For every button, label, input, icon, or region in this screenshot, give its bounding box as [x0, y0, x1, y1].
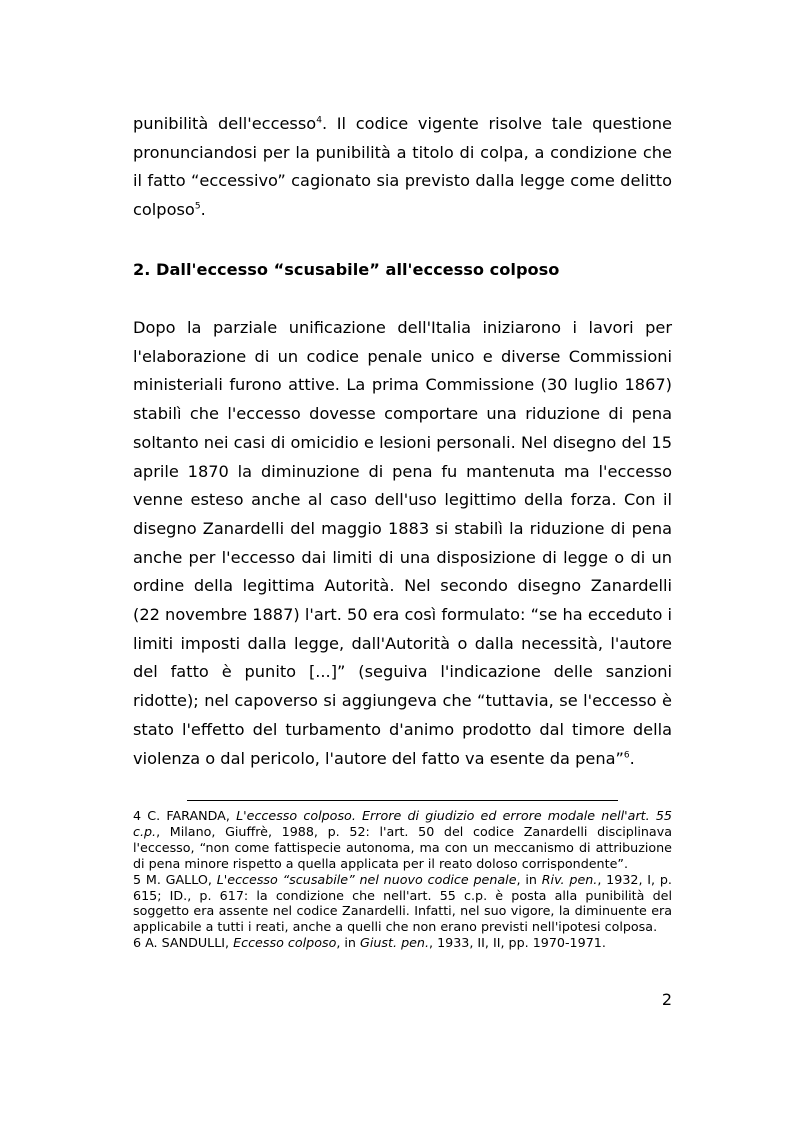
footnote-5 [133, 872, 672, 936]
footnote-title: L'eccesso colposo. Errore di giudizio ed errore modale nell'art. 55 c.p. [133, 808, 672, 839]
footnote-rest: , 1932, I, p. 615; ID., p. 617: la condizione che nell'art. 55 c.p. è posta alla punibilità del soggetto era assente nel codice Zanardelli. Infatti, nel suo vigore, la diminuente era applicabile a tutti i reati, anche a quelli che non erano previsti nell'ipotesi colposa. [133, 871, 672, 935]
p1-text-c: . [200, 200, 206, 220]
footnote-title: L'eccesso “scusabile” nel nuovo codice penale [216, 871, 517, 887]
footnote-lead: 5 M. GALLO, [133, 871, 217, 887]
footnote-lead: 4 C. FARANDA, [133, 808, 237, 823]
footnote-mid: , in [336, 935, 361, 951]
footnotes [133, 808, 672, 951]
body-paragraph-1 [133, 110, 672, 225]
footnote-lead: 6 A. SANDULLI, [133, 935, 234, 951]
footnote-separator [187, 800, 618, 801]
footnote-ref-4[interactable]: 4 [316, 115, 322, 126]
footnote-ref-5[interactable]: 5 [194, 201, 201, 212]
p2-text-b: . [629, 748, 635, 768]
footnote-4 [133, 808, 672, 872]
p2-text-a: Dopo la parziale unificazione dell'Italia iniziarono i lavori per l'elaborazione di un codice penale unico e diverse Commissioni ministeriali furono attive. La prima Commissione (30 luglio 1867) stabilì che l'eccesso dovesse comportare una riduzione di pena soltanto nei casi di omicidio e lesioni personali. Nel disegno del 15 aprile 1870 la diminuzione di pena fu mantenuta ma l'eccesso venne esteso anche al caso dell'uso legittimo della forza. Con il disegno Zanardelli del maggio 1883 si stabilì la riduzione di pena anche per l'eccesso dai limiti di una disposizione di legge o di un ordine della legittima Autorità. Nel secondo disegno Zanardelli (22 novembre 1887) l'art. 50 era così formulato: “se ha ecceduto i limiti imposti dalla legge, dall'Autorità o dalla necessità, l'autore del fatto è punito [...]” (seguiva l'indicazione delle sanzioni ridotte); nel capoverso si aggiungeva che “tuttavia, se l'eccesso è stato l'effetto del turbamento d'animo prodotto dal timore della violenza o dal pericolo, l'autore del fatto va esente da pena” [133, 318, 672, 768]
body-paragraph-2 [133, 314, 672, 773]
footnote-journal: Riv. pen. [541, 871, 598, 887]
section-heading: 2. Dall'eccesso “scusabile” all'eccesso colposo [133, 260, 560, 279]
footnote-6 [133, 935, 672, 951]
footnote-ref-6[interactable]: 6 [623, 750, 630, 761]
footnote-mid: , in [516, 871, 542, 887]
footnote-journal: Giust. pen. [360, 935, 429, 951]
footnote-title: Eccesso colposo [233, 935, 337, 951]
p1-text-b: . Il codice vigente risolve tale questione pronunciandosi per la punibilità a titolo di colpa, a condizione che il fatto “eccessivo” cagionato sia previsto dalla legge come delitto colposo [133, 114, 673, 220]
footnote-rest: , Milano, Giuffrè, 1988, p. 52: l'art. 50 del codice Zanardelli disciplinava l'eccesso, “non come fattispecie autonoma, ma con un meccanismo di attribuzione di pena minore rispetto a quella applicata per il reato doloso corrispondente”. [133, 823, 672, 871]
footnote-rest: , 1933, II, II, pp. 1970-1971. [429, 935, 606, 951]
p1-text-a: punibilità dell'eccesso [133, 114, 317, 133]
page-number: 2 [661, 990, 672, 1009]
